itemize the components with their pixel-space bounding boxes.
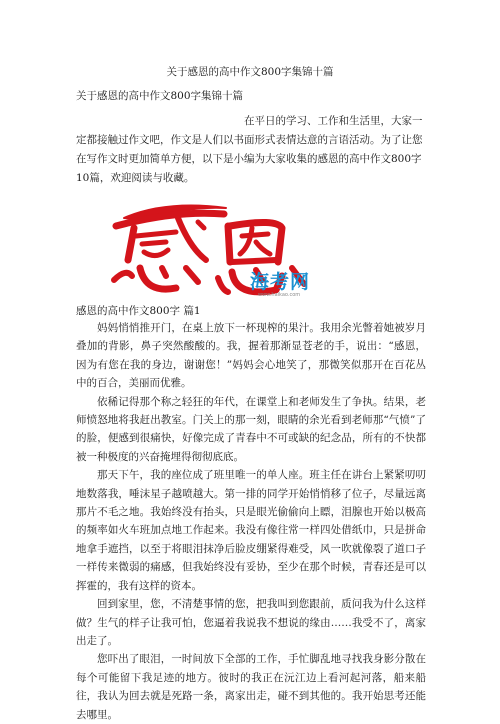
essay-paragraph: 妈妈悄悄推开门，在桌上放下一杯现榨的果汁。我用余光瞥着她被岁月叠加的背影，鼻子突然酸酸的。我，握着那渐显苍老的手，说出：“感恩，因为有您在我的身边，谢谢您！”妈妈会心地笑了，那微笑似那开在百花丛中的百合，美丽而优雅。: [76, 322, 426, 390]
document-subtitle: 关于感恩的高中作文800字集锦十篇: [76, 90, 244, 102]
site-url: www.haikao.com: [258, 292, 301, 298]
essay-paragraph: 依稀记得那个称之轻狂的年代，在课堂上和老师发生了争执。结果，老师愤怒地将我赶出教室。门关上的那一刻，眼睛的余光看到老师那“气愤”了的脸，便感到很痛快，好像完成了青春中不可或缺的纪念品，所有的不快都被一种极度的兴奋掩埋得彻彻底底。: [76, 395, 426, 463]
site-watermark: [250, 272, 310, 298]
section-heading: 感恩的高中作文800字 篇1: [76, 305, 201, 317]
document-title: 关于感恩的高中作文800字集锦十篇: [166, 66, 334, 78]
essay-paragraph: 您吓出了眼泪，一时间放下全部的工作，手忙脚乱地寻找我身影分散在每个可能留下我足迹的地方。彼时的我正在沅江边上看河起河落，船来船往，我认为回去就是死路一条，离家出走，碰不到其他的。我开始思考还能去哪里。: [76, 653, 426, 721]
intro-paragraph: 在平日的学习、工作和生活里，大家一定都接触过作文吧，作文是人们以书面形式表情达意的言语活动。为了让您在写作文时更加简单方便，以下是小编为大家收集的感恩的高中作文800字10篇，欢迎阅读与收藏。: [76, 115, 423, 184]
essay-paragraph: 回到家里，您，不清楚事情的您，把我叫到您跟前，质问我为什么这样做？生气的样子让我可怕，您逼着我说我不想说的缘由……我受不了，离家出走了。: [76, 598, 426, 647]
site-name: 海考网: [250, 271, 311, 293]
essay-body: [76, 319, 426, 724]
essay-paragraph: 那天下午，我的座位成了班里唯一的单人座。班主任在讲台上紧紧叨叨地数落我，唾沫星子越喷越大。第一排的同学开始悄悄移了位子，尽量远离那片不毛之地。我始终没有抬头，只是眼光偷偷向上瞟，泪腺也开始以极高的频率如火车班加点地工作起来。我没有像往常一样四处借纸巾，只是拼命地拿手遮挡，以至于将眼泪抹净后脸皮绷紧得难受，风一吹就像裂了道口子一样传来微弱的痛感，但我始终没有妥协，至少在那个时候，青春还是可以挥霍的，我有这样的资本。: [76, 469, 426, 592]
